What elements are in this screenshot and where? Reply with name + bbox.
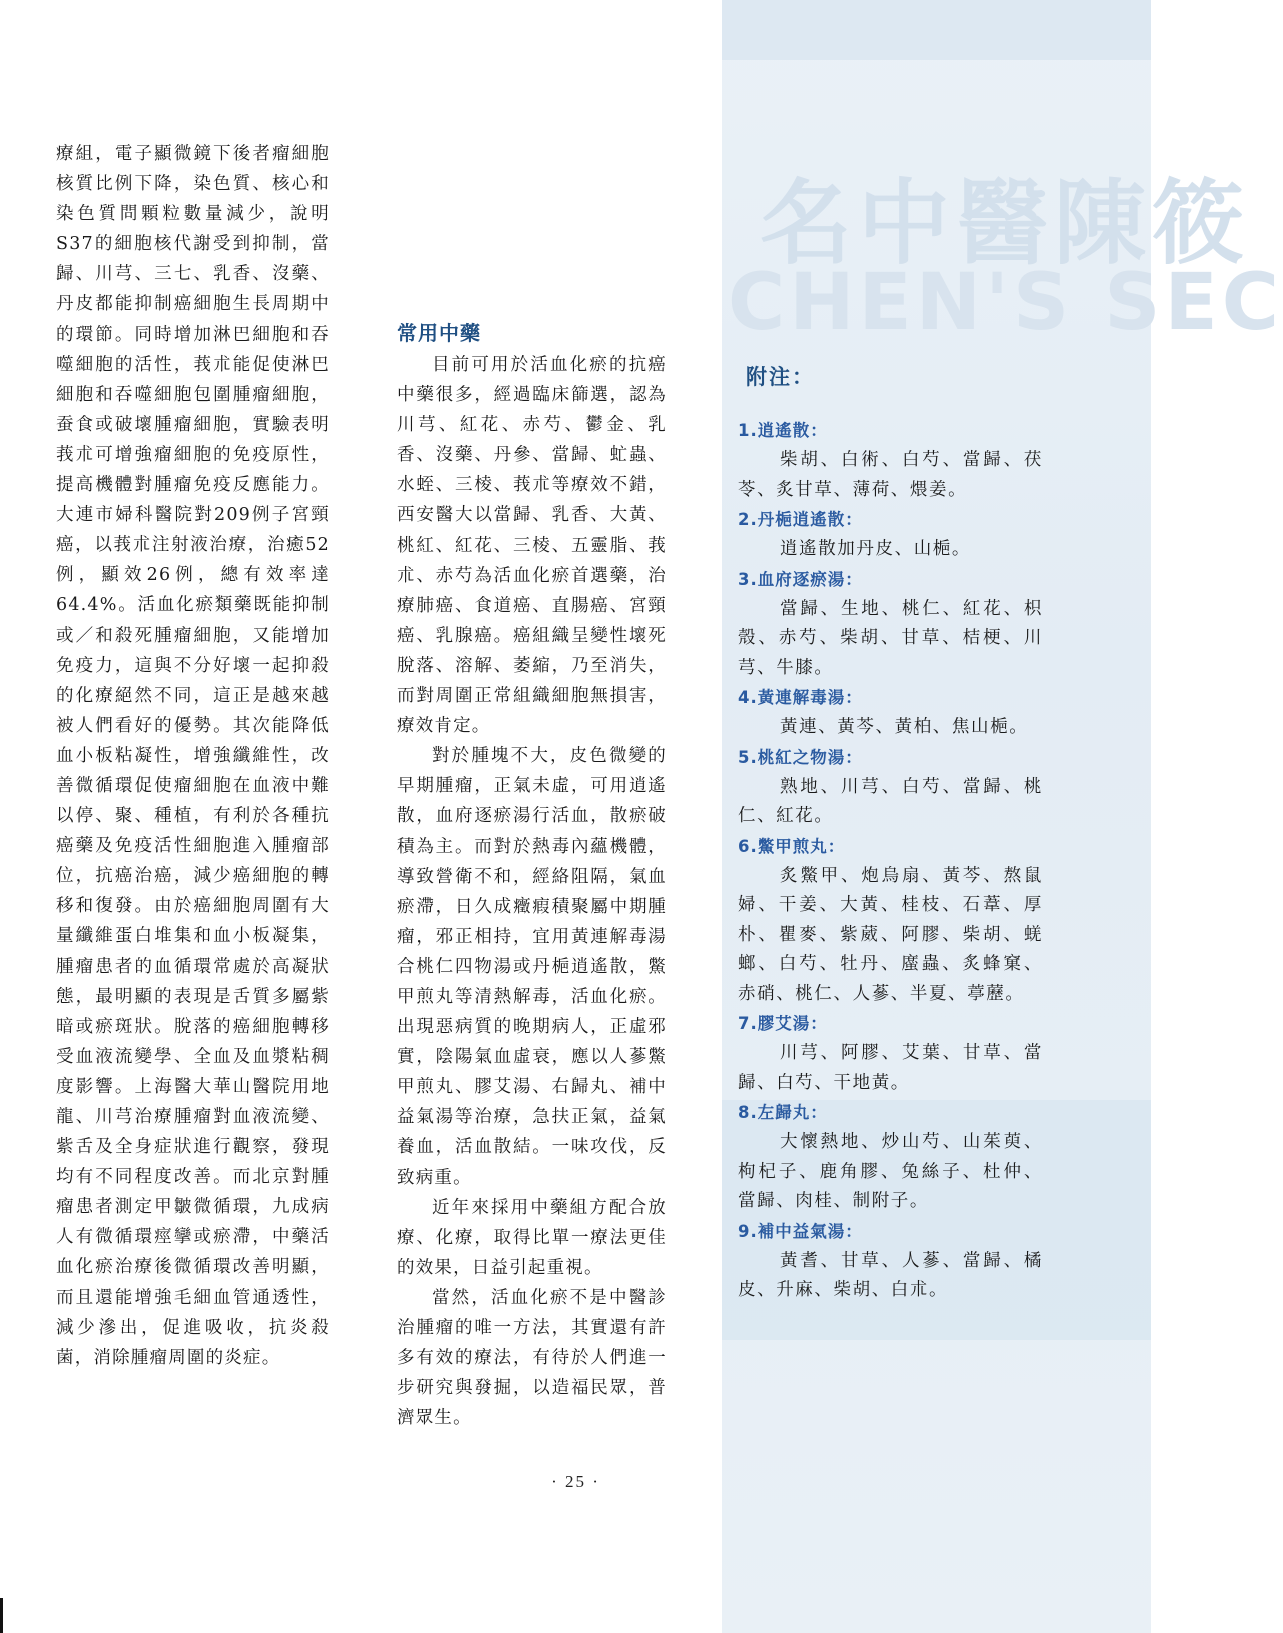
left-paragraph-1: 療組，電子顯微鏡下後者瘤細胞核質比例下降，染色質、核心和染色質問顆粒數量減少，說明S37的細胞核代謝受到抑制，當歸、川芎、三七、乳香、沒藥、丹皮都能抑制癌細胞生長周期中的環節。同時增加淋巴細胞和吞噬細胞的活性，莪朮能促使淋巴細胞和吞噬細胞包圍腫瘤細胞，蚕食或破壞腫瘤細胞，實驗表明莪朮可增強瘤細胞的免疫原性，提高機體對腫瘤免疫反應能力。大連市婦科醫院對209例子宮頸癌，以莪朮注射液治療，治癒52例，顯效26例，總有效率達64.4%。活血化瘀類藥既能抑制或／和殺死腫瘤細胞，又能增加免疫力，這與不分好壞一起抑殺的化療絕然不同，這正是越來越被人們看好的優勢。其次能降低血小板粘凝性，增強纖維性，改善微循環促使瘤細胞在血液中難以停、聚、種植，有利於各種抗癌藥及免疫活性細胞進入腫瘤部位，抗癌治癌，減少癌細胞的轉移和復發。由於癌細胞周圍有大量纖維蛋白堆集和血小板凝集，腫瘤患者的血循環常處於高凝狀態，最明顯的表現是舌質多屬紫暗或瘀斑狀。脫落的癌細胞轉移受血液流變學、全血及血漿粘稠度影響。上海醫大華山醫院用地龍、川芎治療腫瘤對血液流變、紫舌及全身症狀進行觀察，發現均有不同程度改善。而北京對腫瘤患者測定甲皺微循環，九成病人有微循環痙攣或瘀滯，中藥活血化瘀治療後微循環改善明顯，而且還能增強毛細血管通透性，減少滲出，促進吸收，抗炎殺菌，消除腫瘤周圍的炎症。	[56, 144, 330, 1368]
note-label: 8.左歸丸：	[738, 1103, 828, 1122]
middle-paragraph-3: 近年來採用中藥組方配合放療、化療，取得比單一療法更佳的效果，日益引起重視。	[397, 1197, 667, 1278]
note-text: 川芎、阿膠、艾葉、甘草、當歸、白芍、干地黃。	[738, 1043, 1043, 1093]
note-label: 4.黃連解毒湯：	[738, 688, 863, 707]
ghost-title-en: CHEN'S SEC	[728, 258, 1283, 348]
note-label: 5.桃紅之物湯：	[738, 747, 863, 767]
note-text: 炙鱉甲、炮烏扇、黃芩、熬鼠婦、干姜、大黃、桂枝、石葦、厚朴、瞿麥、紫葳、阿膠、柴胡、蜣螂、白芍、牡丹、䗪蟲、炙蜂窠、赤硝、桃仁、人蔘、半夏、葶藶。	[738, 865, 1043, 1004]
middle-paragraph-4: 當然，活血化瘀不是中醫診治腫瘤的唯一方法，其實還有許多有效的療法，有待於人們進一步研究與發掘，以造福民眾，普濟眾生。	[397, 1287, 667, 1429]
notes-title: 附注：	[746, 365, 815, 389]
note-item	[738, 683, 1043, 743]
ghost-title-cn: 名中醫陳筱	[760, 170, 1251, 277]
note-text: 黃耆、甘草、人蔘、當歸、橘皮、升麻、柴胡、白朮。	[738, 1250, 1043, 1300]
note-text: 當歸、生地、桃仁、紅花、枳殼、赤芍、柴胡、甘草、桔梗、川芎、牛膝。	[738, 598, 1043, 678]
page-number-text: · 25 ·	[551, 1472, 600, 1491]
note-item	[738, 743, 1043, 832]
note-item	[738, 505, 1043, 565]
note-label: 2.丹梔逍遙散：	[738, 510, 863, 529]
panel-top-strip	[722, 0, 1151, 60]
note-text: 柴胡、白術、白芍、當歸、茯苓、炙甘草、薄荷、煨姜。	[738, 450, 1043, 500]
note-label: 9.補中益氣湯：	[738, 1221, 863, 1241]
note-label: 6.鱉甲煎丸：	[738, 836, 846, 856]
note-label: 3.血府逐瘀湯：	[738, 569, 863, 589]
middle-column	[397, 318, 667, 1433]
note-label: 7.膠艾湯：	[738, 1014, 828, 1033]
note-item	[738, 1217, 1043, 1306]
note-text: 逍遙散加丹皮、山梔。	[780, 539, 971, 559]
note-text: 熟地、川芎、白芍、當歸、桃仁、紅花。	[738, 776, 1043, 826]
notes-column	[738, 362, 1043, 1306]
note-text: 黃連、黃芩、黃柏、焦山梔。	[780, 717, 1029, 737]
page-number	[0, 1472, 1151, 1492]
note-label: 1.逍遙散：	[738, 421, 828, 440]
note-item	[738, 1098, 1043, 1217]
note-item	[738, 832, 1043, 1010]
note-item	[738, 565, 1043, 684]
scan-edge-mark	[0, 1598, 3, 1633]
note-item	[738, 416, 1043, 505]
middle-paragraph-1: 目前可用於活血化瘀的抗癌中藥很多，經過臨床篩選，認為川芎、紅花、赤芍、鬱金、乳香、沒藥、丹參、當歸、虻蟲、水蛭、三棱、莪朮等療效不錯，西安醫大以當歸、乳香、大黃、桃紅、紅花、三棱、五靈脂、莪朮、赤芍為活血化瘀首選藥，治療肺癌、食道癌、直腸癌、宮頸癌、乳腺癌。癌組織呈變性壞死脫落、溶解、萎縮，乃至消失，而對周圍正常組織細胞無損害，療效肯定。	[397, 355, 667, 737]
note-text: 大懷熱地、炒山芍、山茱萸、枸杞子、鹿角膠、兔絲子、杜仲、當歸、肉桂、制附子。	[738, 1132, 1043, 1211]
left-column	[56, 139, 330, 1373]
middle-paragraph-2: 對於腫塊不大，皮色微變的早期腫瘤，正氣未虛，可用逍遙散，血府逐瘀湯行活血，散瘀破積為主。而對於熱毒內蘊機體，導致營衛不和，經絡阻隔，氣血瘀滯，日久成癥瘕積聚屬中期腫瘤，邪正相持，宜用黃連解毒湯合桃仁四物湯或丹梔逍遙散，鱉甲煎丸等清熱解毒，活血化瘀。出現惡病質的晚期病人，正虛邪實，陰陽氣血虛衰，應以人蔘鱉甲煎丸、膠艾湯、右歸丸、補中益氣湯等治療，急扶正氣，益氣養血，活血散結。一味攻伐，反致病重。	[397, 746, 667, 1188]
note-item	[738, 1009, 1043, 1098]
section-title: 常用中藥	[397, 321, 481, 345]
